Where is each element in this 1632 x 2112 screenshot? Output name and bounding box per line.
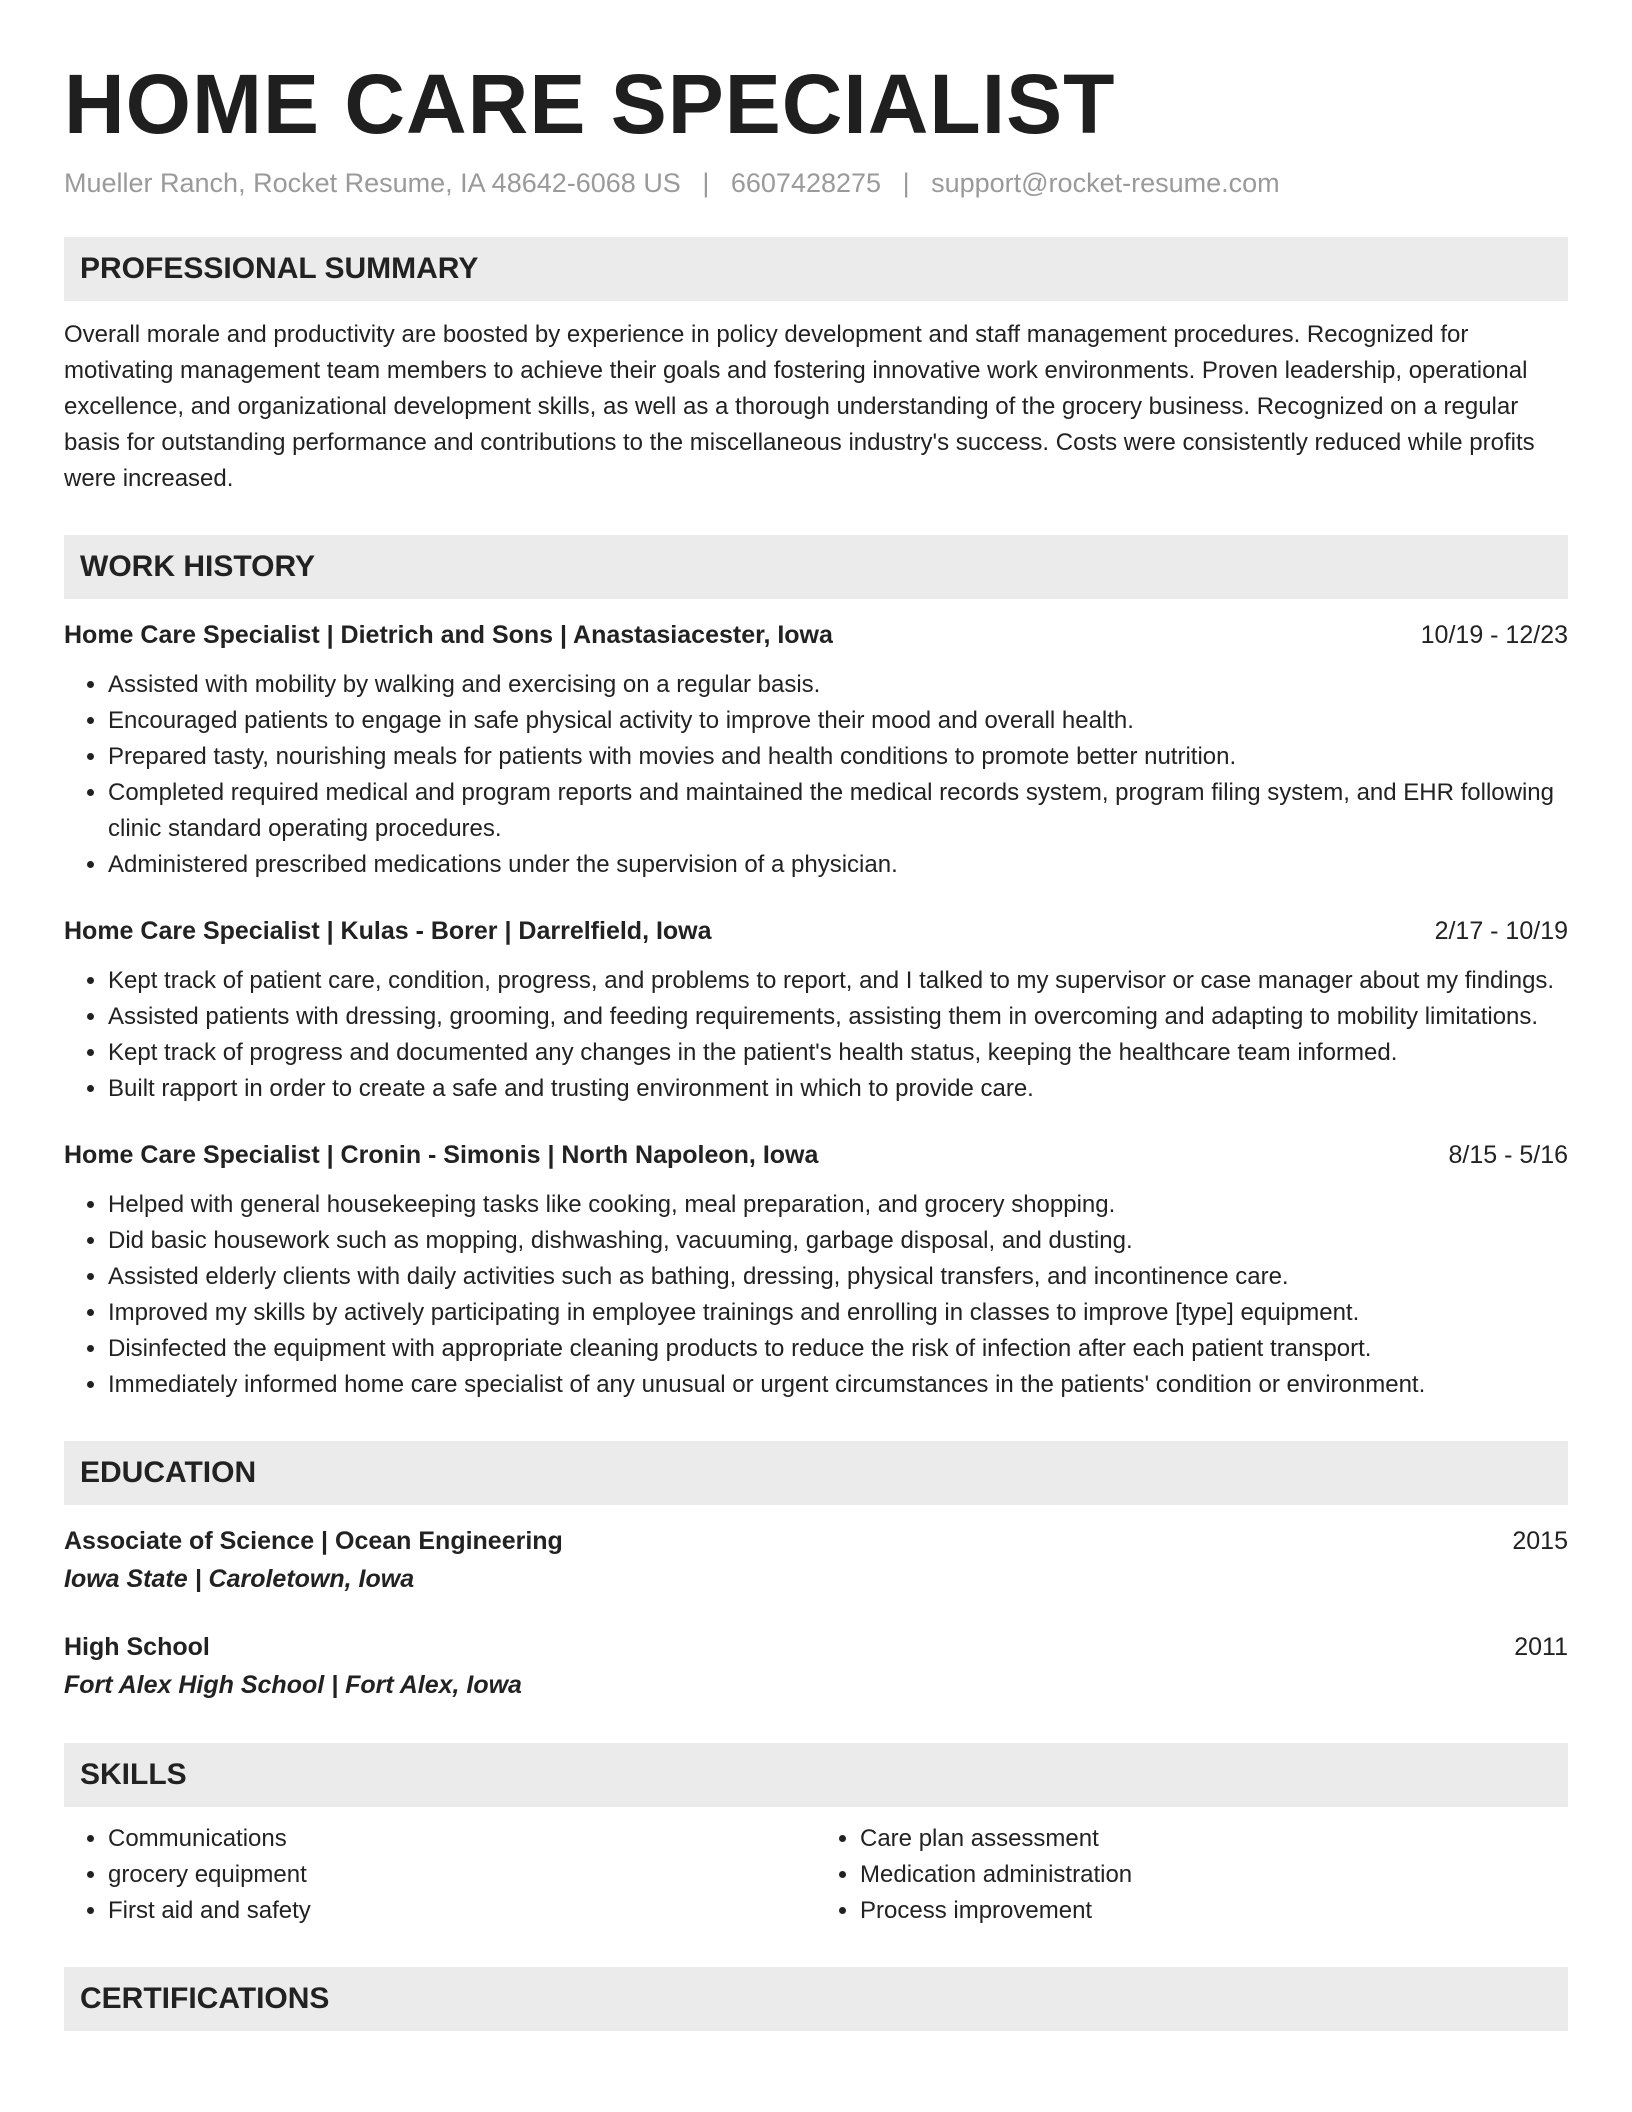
job-bullet: • Disinfected the equipment with appropriate cleaning products to reduce the risk of infection after each patient transport. — [108, 1331, 1568, 1367]
contact-separator: | — [902, 168, 910, 199]
skill-item: • Communications — [108, 1821, 816, 1857]
skill-item: • Medication administration — [860, 1857, 1568, 1893]
job-title: Home Care Specialist | Dietrich and Sons | Anastasiacester, Iowa — [64, 621, 833, 650]
job-bullets — [64, 963, 1568, 1107]
job-bullet: • Completed required medical and program reports and maintained the medical records system, program filing system, and EHR following clinic standard operating procedures. — [108, 775, 1568, 847]
job-bullet: • Assisted elderly clients with daily activities such as bathing, dressing, physical transfers, and incontinence care. — [108, 1259, 1568, 1295]
education-entry — [64, 1629, 1568, 1705]
summary-heading: PROFESSIONAL SUMMARY — [64, 237, 1568, 301]
summary-text: Overall morale and productivity are boosted by experience in policy development and staff management procedures. Recognized for motivating management team members to achieve their goals and fostering innovative work environments. Proven leadership, operational excellence, and organizational development skills, as well as a thorough understanding of the grocery business. Recognized on a regular basis for outstanding performance and contributions to the miscellaneous industry's success. Costs were consistently reduced while profits were increased. — [64, 321, 1535, 493]
job-bullet: • Encouraged patients to engage in safe physical activity to improve their mood and overall health. — [108, 703, 1568, 739]
skill-item: • First aid and safety — [108, 1893, 816, 1929]
skills-heading: SKILLS — [64, 1743, 1568, 1807]
job-bullets — [64, 667, 1568, 883]
job-bullet: • Prepared tasty, nourishing meals for patients with movies and health conditions to promote better nutrition. — [108, 739, 1568, 775]
job-entry — [64, 913, 1568, 1107]
certifications-heading: CERTIFICATIONS — [64, 1967, 1568, 2031]
contact-address: Mueller Ranch, Rocket Resume, IA 48642-6068 US — [64, 168, 681, 199]
job-bullet: • Kept track of progress and documented any changes in the patient's health status, keeping the healthcare team informed. — [108, 1035, 1568, 1071]
school-name: Iowa State | Caroletown, Iowa — [64, 1565, 415, 1594]
contact-separator: | — [702, 168, 710, 199]
job-title: Home Care Specialist | Kulas - Borer | Darrelfield, Iowa — [64, 917, 712, 946]
contact-email: support@rocket-resume.com — [931, 168, 1280, 199]
graduation-year: 2011 — [1514, 1633, 1568, 1662]
skills-column-right — [816, 1821, 1568, 1929]
job-dates: 10/19 - 12/23 — [1420, 621, 1568, 650]
job-bullets — [64, 1187, 1568, 1403]
job-bullet: • Improved my skills by actively participating in employee trainings and enrolling in classes to improve [type] equipment. — [108, 1295, 1568, 1331]
school-name: Fort Alex High School | Fort Alex, Iowa — [64, 1671, 522, 1700]
job-bullet: • Administered prescribed medications under the supervision of a physician. — [108, 847, 1568, 883]
job-dates: 2/17 - 10/19 — [1434, 917, 1568, 946]
job-bullet: • Assisted patients with dressing, grooming, and feeding requirements, assisting them in overcoming and adapting to mobility limitations. — [108, 999, 1568, 1035]
education-heading: EDUCATION — [64, 1441, 1568, 1505]
job-bullet: • Did basic housework such as mopping, dishwashing, vacuuming, garbage disposal, and dusting. — [108, 1223, 1568, 1259]
job-bullet: • Kept track of patient care, condition, progress, and problems to report, and I talked to my supervisor or case manager about my findings. — [108, 963, 1568, 999]
degree-title: Associate of Science | Ocean Engineering — [64, 1527, 563, 1556]
job-entry — [64, 617, 1568, 883]
graduation-year: 2015 — [1512, 1527, 1568, 1556]
candidate-name: HOME CARE SPECIALIST — [64, 57, 1116, 151]
job-title: Home Care Specialist | Cronin - Simonis | North Napoleon, Iowa — [64, 1141, 819, 1170]
education-entry — [64, 1523, 1568, 1599]
degree-title: High School — [64, 1633, 210, 1662]
job-bullet: • Helped with general housekeeping tasks like cooking, meal preparation, and grocery shopping. — [108, 1187, 1568, 1223]
job-bullet: • Built rapport in order to create a safe and trusting environment in which to provide care. — [108, 1071, 1568, 1107]
job-bullet: • Immediately informed home care specialist of any unusual or urgent circumstances in the patients' condition or environment. — [108, 1367, 1568, 1403]
skills-column-left — [64, 1821, 816, 1929]
job-entry — [64, 1137, 1568, 1403]
contact-line — [64, 168, 1568, 199]
skills-list — [64, 1821, 1568, 1929]
job-dates: 8/15 - 5/16 — [1448, 1141, 1568, 1170]
work-history-heading: WORK HISTORY — [64, 535, 1568, 599]
skill-item: • grocery equipment — [108, 1857, 816, 1893]
job-bullet: • Assisted with mobility by walking and exercising on a regular basis. — [108, 667, 1568, 703]
skill-item: • Process improvement — [860, 1893, 1568, 1929]
skill-item: • Care plan assessment — [860, 1821, 1568, 1857]
contact-phone: 6607428275 — [730, 168, 882, 199]
